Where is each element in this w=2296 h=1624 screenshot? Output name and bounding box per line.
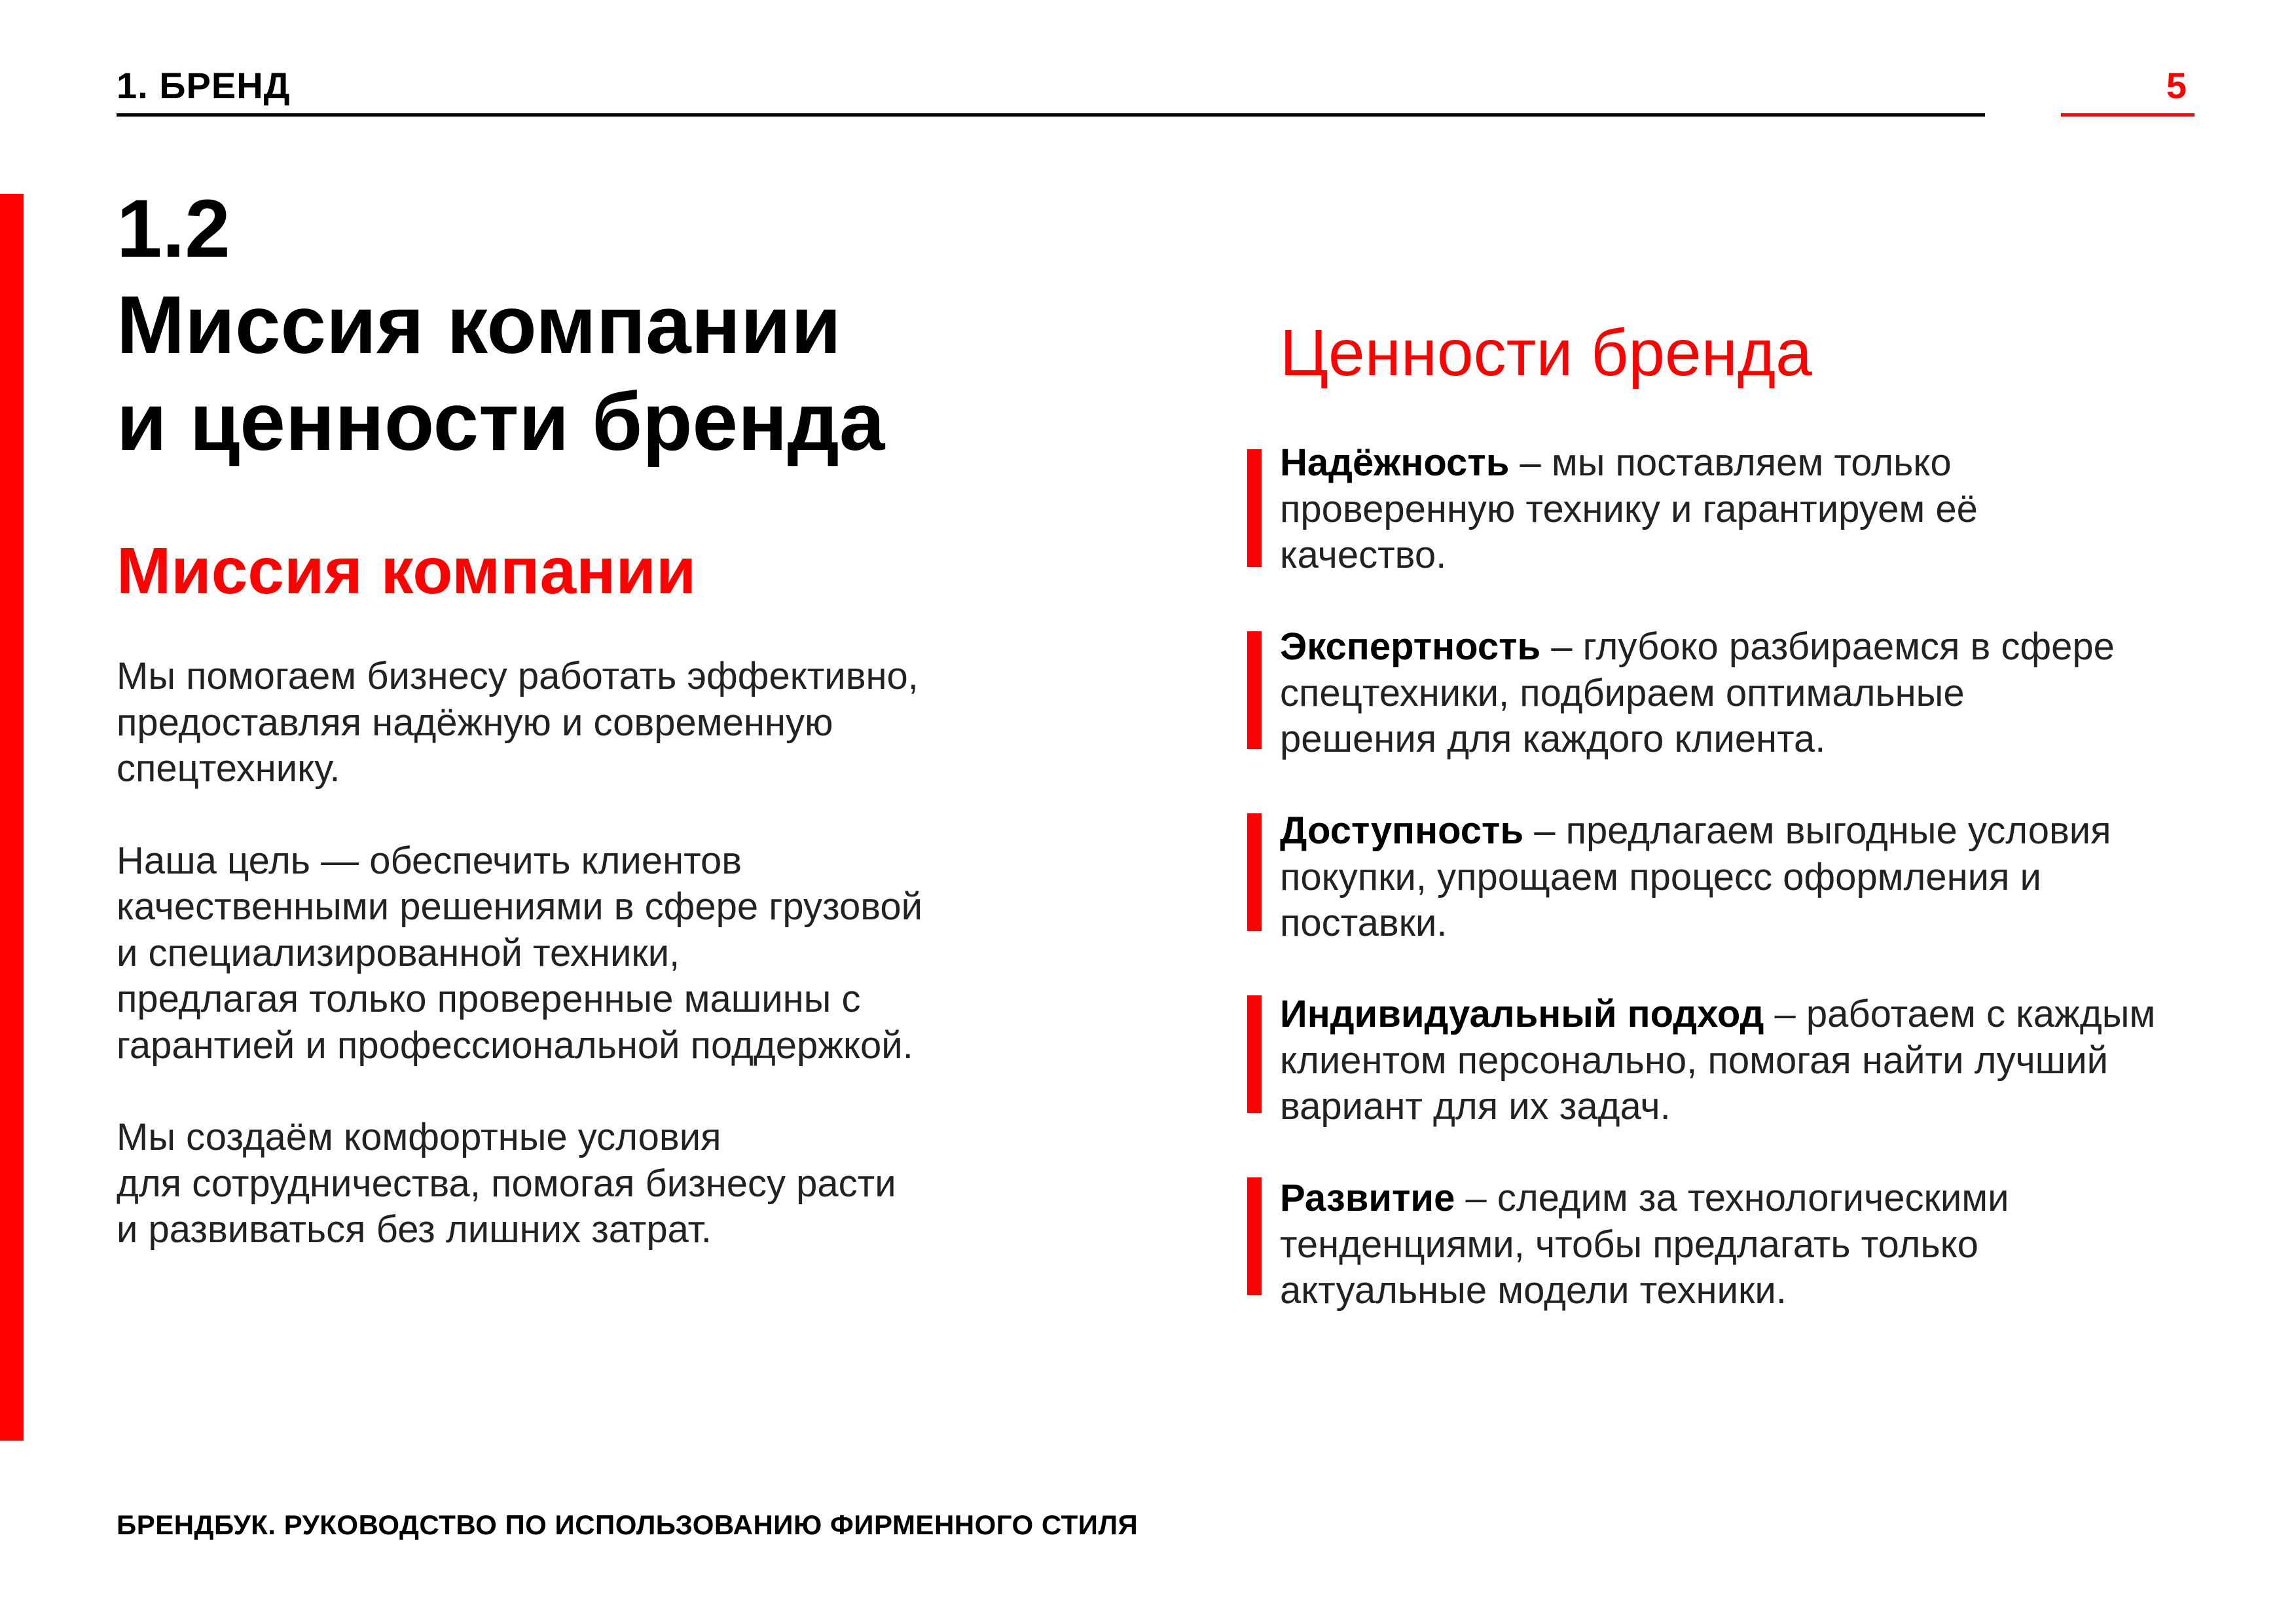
value-line-2: клиентом персонально, помогая найти лучший [1280, 1039, 2109, 1082]
value-text [1280, 1175, 2262, 1314]
mission-paragraph-2 [117, 838, 1138, 1069]
value-accent-bar [1247, 631, 1262, 749]
page-title [117, 277, 884, 471]
value-line-1 [1280, 991, 2262, 1038]
value-term: Надёжность [1280, 441, 1510, 484]
value-line-1-rest: – следим за технологическими [1455, 1177, 2009, 1219]
page-number-rule [2061, 113, 2195, 117]
mission-paragraph-2-line-4: предлагая только проверенные машины с [117, 978, 861, 1020]
value-accent-bar [1247, 995, 1262, 1113]
mission-paragraph-3-line-1: Мы создаём комфортные условия [117, 1116, 721, 1158]
header-rule [117, 113, 1985, 117]
value-line-2: тенденциями, чтобы предлагать только [1280, 1223, 1978, 1266]
value-line-1 [1280, 1175, 2262, 1222]
value-accent-bar [1247, 449, 1262, 567]
value-line-3: поставки. [1280, 902, 1448, 944]
mission-paragraph-1 [117, 654, 1138, 792]
value-line-1-rest: – мы поставляем только [1509, 441, 1952, 484]
values-heading: Ценности бренда [1280, 316, 1812, 390]
value-line-3: качество. [1280, 534, 1447, 576]
value-accent-bar [1247, 1177, 1262, 1295]
section-number: 1.2 [117, 183, 230, 274]
value-line-1-rest: – работаем с каждым [1764, 993, 2156, 1035]
value-term: Доступность [1280, 809, 1524, 852]
mission-paragraph-2-line-3: и специализированной техники, [117, 931, 680, 974]
value-line-2: проверенную технику и гарантируем её [1280, 487, 1978, 530]
value-term: Индивидуальный подход [1280, 993, 1764, 1035]
value-line-1 [1280, 808, 2262, 855]
value-text [1280, 440, 2262, 579]
value-line-2: спецтехники, подбираем оптимальные [1280, 671, 1965, 714]
value-line-1-rest: – глубоко разбираемся в сфере [1540, 625, 2115, 668]
value-text [1280, 808, 2262, 947]
mission-paragraph-2-line-2: качественными решениями в сфере грузовой [117, 885, 923, 928]
value-line-2: покупки, упрощаем процесс оформления и [1280, 855, 2041, 898]
value-line-3: вариант для их задач. [1280, 1085, 1671, 1128]
section-label: 1. БРЕНД [117, 65, 291, 106]
mission-paragraph-3-line-3: и развиваться без лишних затрат. [117, 1208, 712, 1251]
side-accent-bar [0, 194, 24, 1441]
mission-paragraph-2-line-1: Наша цель — обеспечить клиентов [117, 839, 742, 882]
mission-paragraph-1-line-2: предоставляя надёжную и современную [117, 701, 833, 744]
value-term: Экспертность [1280, 625, 1541, 668]
mission-paragraph-3-line-2: для сотрудничества, помогая бизнесу расти [117, 1162, 896, 1205]
value-line-1 [1280, 440, 2262, 487]
page-title-line-2: и ценности бренда [117, 377, 885, 468]
mission-paragraph-1-line-3: спецтехнику. [117, 747, 340, 790]
value-line-3: актуальные модели техники. [1280, 1269, 1787, 1312]
mission-paragraph-3 [117, 1115, 1138, 1253]
value-line-1 [1280, 624, 2262, 671]
mission-paragraph-2-line-5: гарантией и профессиональной поддержкой. [117, 1024, 913, 1067]
value-text [1280, 991, 2262, 1130]
footer-text: БРЕНДБУК. РУКОВОДСТВО ПО ИСПОЛЬЗОВАНИЮ ФИРМЕННОГО СТИЛЯ [117, 1509, 1139, 1540]
page-number: 5 [2166, 65, 2187, 106]
value-text [1280, 624, 2262, 763]
value-line-3: решения для каждого клиента. [1280, 718, 1826, 760]
page-title-line-1: Миссия компании [117, 280, 841, 371]
mission-paragraph-1-line-1: Мы помогаем бизнесу работать эффективно, [117, 655, 919, 697]
mission-heading: Миссия компании [117, 534, 697, 608]
value-term: Развитие [1280, 1177, 1455, 1219]
mission-text [117, 654, 1138, 1299]
value-accent-bar [1247, 813, 1262, 931]
value-line-1-rest: – предлагаем выгодные условия [1523, 809, 2111, 852]
